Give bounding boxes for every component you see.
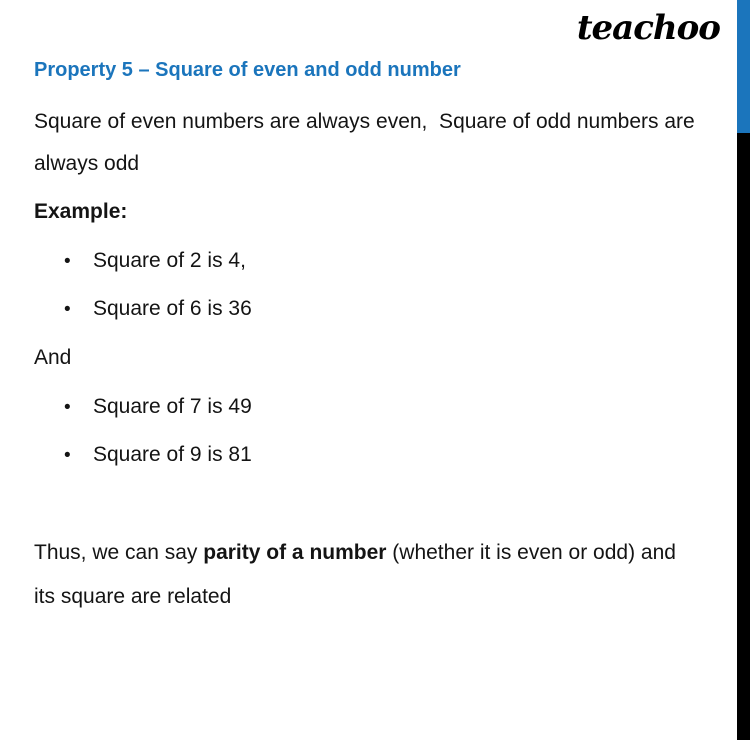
list-item [64,248,246,275]
intro-line-2: always odd [34,152,140,175]
list-item [64,394,252,421]
right-stripe-black [737,133,750,740]
bullet-icon: • [64,445,71,466]
list-item-label: Square of 6 is 36 [93,297,252,320]
bullet-icon: • [64,397,71,418]
intro-line-1: Square of even numbers are always even, Square of odd numbers are [34,110,695,133]
list-item-label: Square of 7 is 49 [93,395,252,418]
right-stripe-blue [737,0,750,133]
list-item-label: Square of 9 is 81 [93,443,252,466]
example-label: Example: [34,200,128,223]
closing-line-2: its square are related [34,585,232,608]
list-item-label: Square of 2 is 4, [93,249,246,272]
connector-text: And [34,346,72,369]
bullet-icon: • [64,251,71,272]
closing-line-1: Thus, we can say parity of a number (whether it is even or odd) and [34,541,676,564]
teachoo-logo: teachoo [576,8,720,48]
bullet-icon: • [64,299,71,320]
list-item [64,442,252,469]
page-title: Property 5 – Square of even and odd number [34,59,461,81]
list-item [64,296,252,323]
